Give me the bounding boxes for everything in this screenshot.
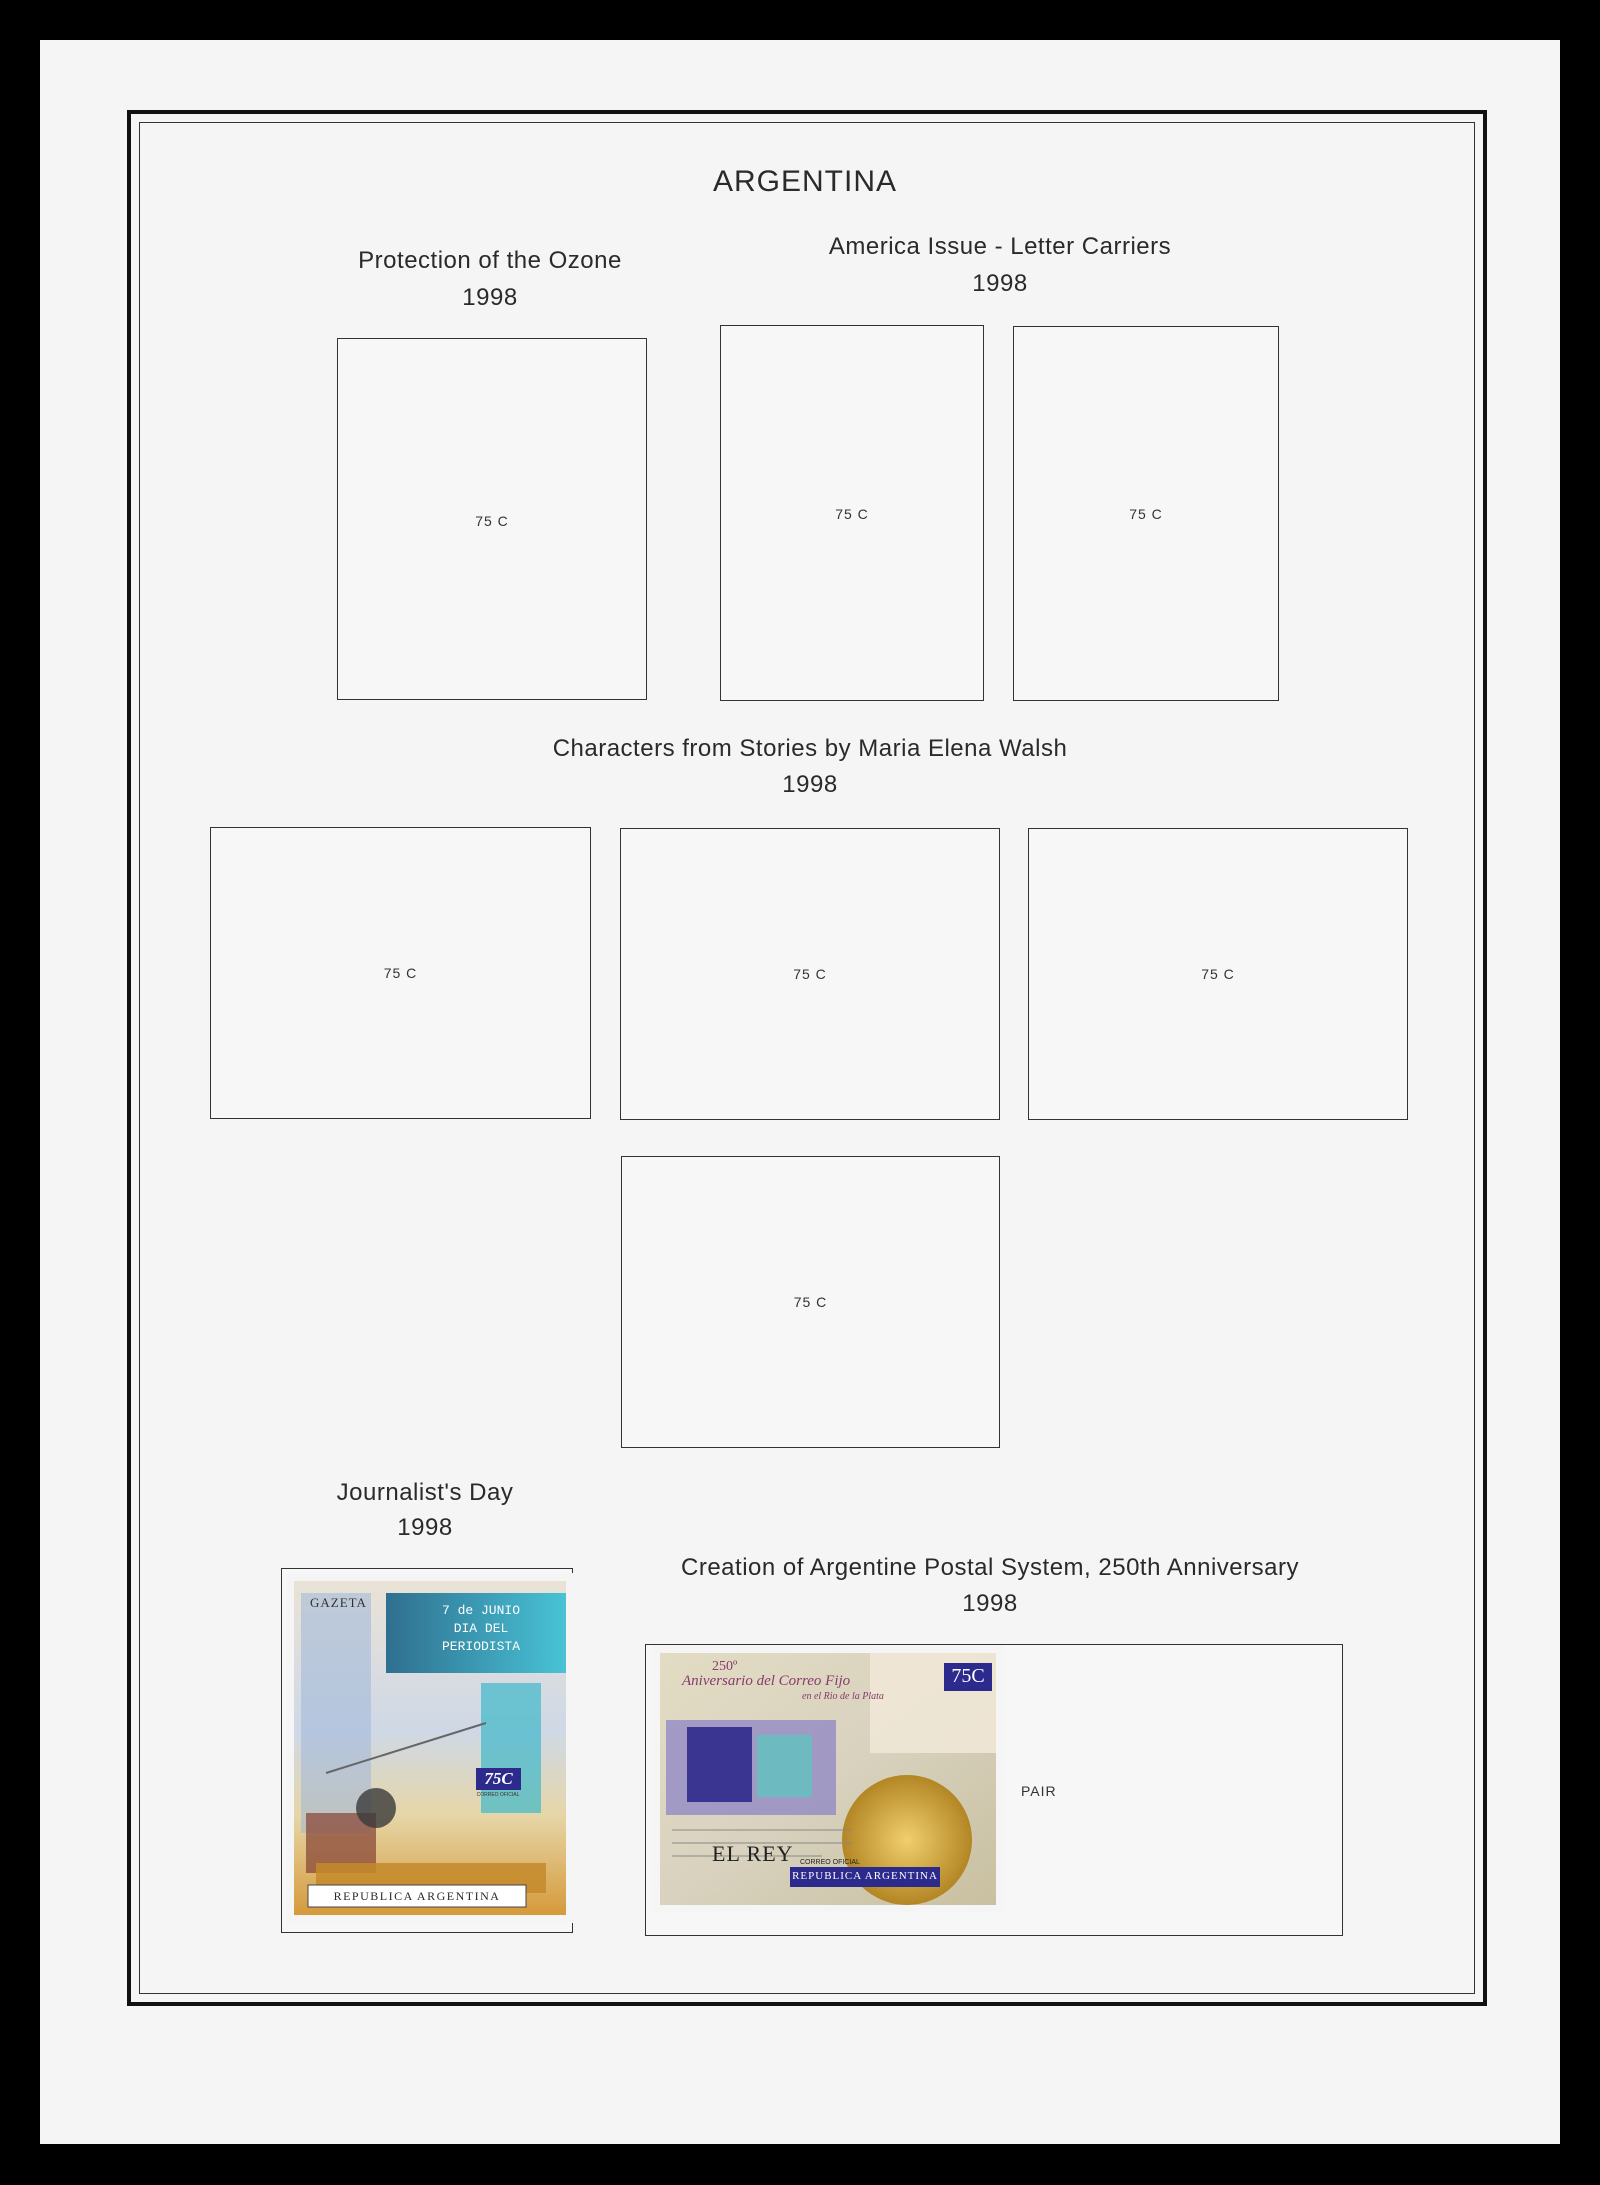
stamp-mount-walsh-2[interactable]	[620, 828, 1000, 1120]
stamp-mount-letter-carriers-1[interactable]	[720, 325, 984, 701]
stamp-text-el-rey: EL REY	[712, 1841, 794, 1866]
postal-title: Creation of Argentine Postal System, 250th Anniversary	[681, 1554, 1299, 1581]
stamp-mount-ozone[interactable]	[337, 338, 647, 700]
stamp-text-headline-3: PERIODISTA	[441, 1639, 520, 1654]
ozone-title: Protection of the Ozone	[358, 247, 622, 274]
walsh-title: Characters from Stories by Maria Elena Walsh	[552, 735, 1068, 762]
journalist-stamp-image	[286, 1573, 574, 1923]
stamp-text-country: REPUBLICA ARGENTINA	[792, 1870, 938, 1882]
postal-stamp-image	[652, 1645, 1004, 1913]
stamp-text-country: REPUBLICA ARGENTINA	[333, 1889, 501, 1903]
postal-year: 1998	[962, 1590, 1018, 1617]
stamp-text-headline-1: 7 de JUNIO	[441, 1603, 520, 1618]
stamp-mount-walsh-1[interactable]	[210, 827, 591, 1119]
stamp-text-tag: CORREO OFICIAL	[476, 1792, 520, 1798]
ozone-year: 1998	[462, 284, 518, 311]
page-title: ARGENTINA	[712, 165, 898, 198]
stamp-mount-walsh-4[interactable]	[621, 1156, 1000, 1448]
face-value: 75 C	[383, 965, 418, 981]
journalist-title: Journalist's Day	[336, 1479, 514, 1506]
face-value: 75 C	[475, 513, 509, 529]
stamp-text-anniv-2: Aniversario del Correo Fijo	[682, 1673, 851, 1689]
letter-carriers-title: America Issue - Letter Carriers	[828, 233, 1172, 260]
journalist-year: 1998	[397, 1514, 453, 1541]
stamp-text-tag: CORREO OFICIAL	[800, 1859, 860, 1866]
stamp-text-anniv-1: 250º	[712, 1659, 738, 1674]
stamp-text-headline-2: DIA DEL	[453, 1621, 509, 1636]
stamp-text-anniv-3: en el Rio de la Plata	[802, 1691, 884, 1702]
pair-label: PAIR	[1021, 1783, 1057, 1799]
face-value: 75 C	[1201, 966, 1235, 982]
stamp-text-value: 75C	[484, 1769, 513, 1788]
letter-carriers-year: 1998	[972, 270, 1028, 297]
face-value: 75 C	[793, 966, 827, 982]
stamp-mount-letter-carriers-2[interactable]	[1013, 326, 1279, 701]
face-value: 75 C	[793, 1294, 828, 1310]
walsh-year: 1998	[782, 771, 838, 798]
face-value: 75 C	[835, 506, 869, 522]
stamp-text-value: 75C	[951, 1665, 985, 1687]
stamp-mount-walsh-3[interactable]	[1028, 828, 1408, 1120]
stamp-text-paper: GAZETA	[310, 1595, 367, 1610]
face-value: 75 C	[1129, 506, 1163, 522]
